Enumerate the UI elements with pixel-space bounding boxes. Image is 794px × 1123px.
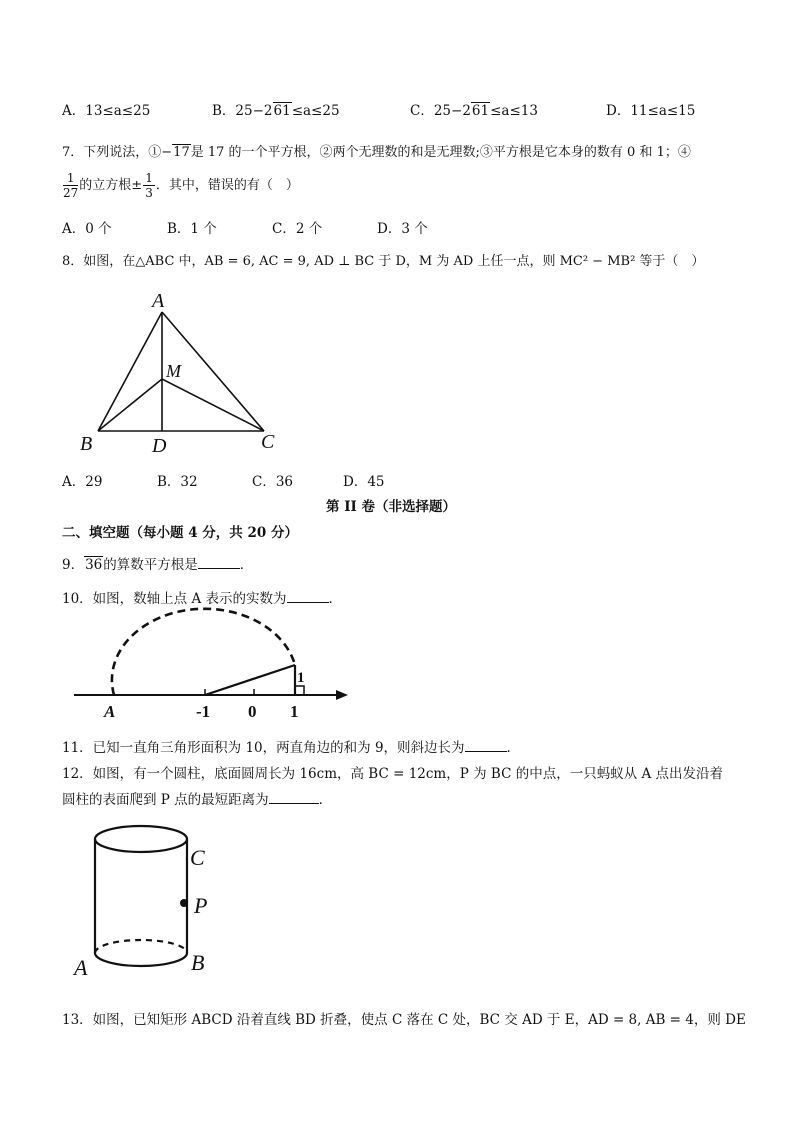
q11-question-text: 11．已知一直角三角形面积为 10，两直角边的和为 9，则斜边长为 ． (62, 740, 521, 756)
q8-label-d: D (152, 435, 167, 457)
q7-line-1: 7．下列说法，①−17是 17 的一个平方根，②两个无理数的和是无理数;③平方根是它本身的数有 0 和 1；④ (62, 145, 691, 160)
q8-label-a: A (152, 290, 165, 312)
q10-label-minus-one: -1 (196, 702, 211, 721)
q12-cylinder-bottom-front (95, 953, 187, 966)
q12-point-p (180, 899, 188, 907)
q8-option-c: C．36 (252, 474, 294, 490)
q6-option-d: D．11≤a≤15 (606, 103, 696, 119)
q8-label-c: C (261, 431, 275, 453)
q12-cylinder-top-ellipse (95, 826, 187, 852)
section-title: 第 II 卷（非选择题） (326, 499, 457, 515)
q8-option-a: A．29 (62, 474, 103, 490)
q7-option-c: C．2 个 (272, 221, 323, 237)
q8-label-m: M (166, 361, 181, 381)
q10-question-text: 10．如图，数轴上点 A 表示的实数为 ． (62, 591, 343, 607)
q12-label-c: C (190, 845, 205, 870)
q7-option-a: A．0 个 (62, 221, 112, 237)
q12-label-b: B (191, 950, 205, 975)
q8-question-text: 8．如图，在△ABC 中，AB = 6, AC = 9, AD ⊥ BC 于 D，M 为 AD 上任一点，则 MC² − MB² 等于（ ） (62, 254, 705, 269)
q12-label-p: P (194, 893, 208, 918)
q10-label-height: 1 (297, 670, 305, 686)
q13-question-text: 13．如图，已知矩形 ABCD 沿着直线 BD 折叠，使点 C 落在 C 处，BC 交 AD 于 E，AD = 8, AB = 4，则 DE (62, 1012, 746, 1028)
q7-fraction-1-3: $\frac{1}{3}$ (145, 171, 153, 200)
q12-question-line-1: 12．如图，有一个圆柱，底面圆周长为 16cm，高 BC = 12cm，P 为 BC 的中点，一只蚂蚁从 A 点出发沿着 (62, 766, 724, 782)
q12-label-a: A (74, 955, 88, 980)
q10-label-zero: 0 (248, 702, 257, 721)
q8-option-d: D．45 (343, 474, 385, 490)
q12-cylinder-bottom-back (95, 940, 187, 953)
q9-question-text: 9．36的算数平方根是 ． (62, 557, 254, 573)
part-two-heading: 二、填空题（每小题 4 分，共 20 分） (62, 525, 298, 541)
q7-fraction-1-27: $\frac{1}{27}$ (63, 171, 79, 200)
q10-label-one: 1 (290, 702, 299, 721)
q6-option-a: A．13≤a≤25 (62, 103, 151, 119)
q8-option-b: B．32 (157, 474, 198, 490)
q7-option-b: B．1 个 (167, 221, 217, 237)
q10-label-a: A (104, 702, 116, 721)
q7-line-2: $\frac{1}{27}$ 的立方根± $\frac{1}{3}$ ．其中，错误的有（ ） (63, 171, 299, 200)
q8-label-b: B (80, 433, 93, 455)
q6-option-b: B．25−261≤a≤25 (212, 103, 340, 119)
q12-question-line-2: 圆柱的表面爬到 P 点的最短距离为 ． (62, 792, 333, 808)
q6-option-c: C．25−261≤a≤13 (410, 103, 538, 119)
q7-option-d: D．3 个 (377, 221, 428, 237)
